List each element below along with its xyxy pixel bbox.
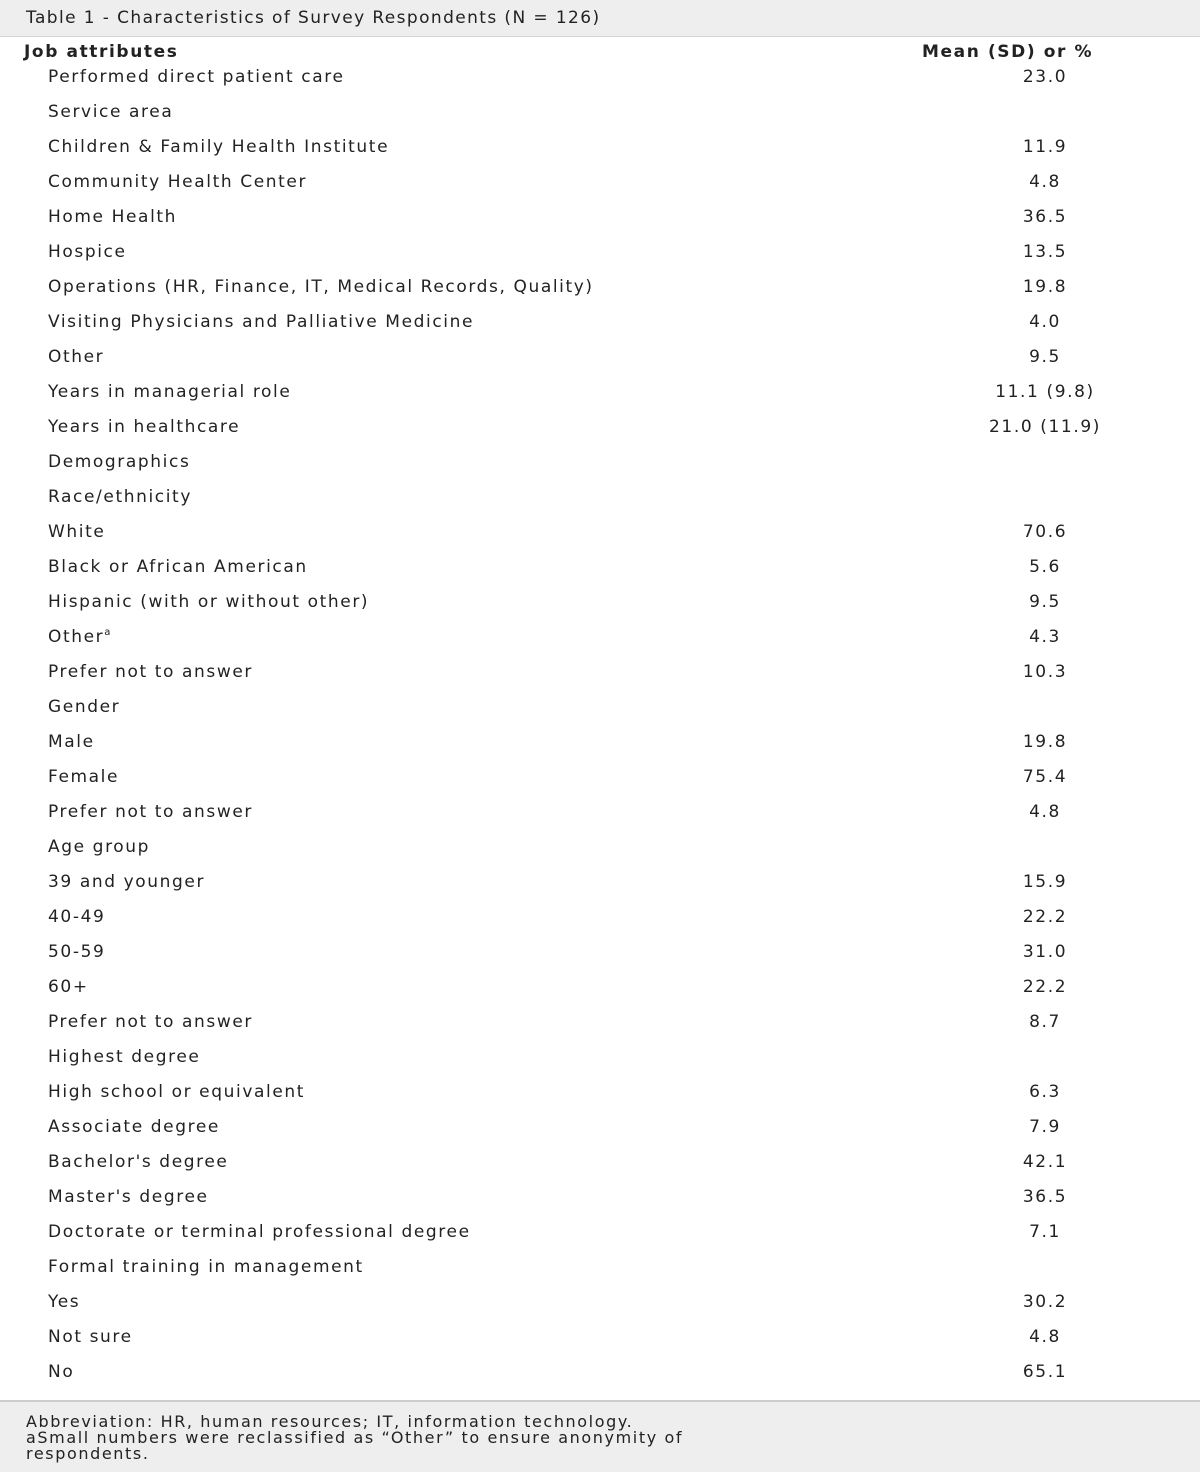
row-value: 7.9 [1029, 1117, 1061, 1137]
row-label-text: 60+ [48, 977, 89, 997]
table-row [0, 340, 1200, 375]
table-row [0, 1145, 1200, 1180]
table-row [0, 655, 1200, 690]
row-label-text: Race/ethnicity [48, 487, 192, 507]
row-label [48, 417, 240, 437]
row-label [48, 172, 307, 192]
row-label [48, 1047, 200, 1067]
row-value: 19.8 [1022, 732, 1068, 752]
row-label-text: Performed direct patient care [48, 67, 345, 87]
table-footnote [0, 1400, 1200, 1472]
row-label-text: Male [48, 732, 95, 752]
row-value: 11.1 (9.8) [995, 382, 1095, 402]
table-row [0, 200, 1200, 235]
row-label [48, 907, 105, 927]
row-value: 42.1 [1022, 1152, 1068, 1172]
row-label [48, 487, 192, 507]
row-label-text: Doctorate or terminal professional degree [48, 1222, 471, 1242]
table-row [0, 550, 1200, 585]
table-caption-bar [0, 0, 1200, 37]
row-value: 19.8 [1022, 277, 1068, 297]
row-label-text: Home Health [48, 207, 178, 227]
table-row [0, 830, 1200, 865]
row-label [48, 1327, 133, 1347]
row-label [48, 67, 345, 87]
table-caption: Table 1 - Characteristics of Survey Respondents (N = 126) [26, 8, 601, 28]
row-label-text: 50-59 [48, 942, 106, 962]
column-header-job-attributes: Job attributes [24, 42, 179, 62]
row-value: 70.6 [1022, 522, 1068, 542]
table-row [0, 410, 1200, 445]
table-body [0, 60, 1200, 1390]
row-label [48, 662, 253, 682]
table-row [0, 1215, 1200, 1250]
row-value: 30.2 [1022, 1292, 1068, 1312]
footnote-marker: a [104, 627, 111, 638]
row-label [48, 1117, 220, 1137]
table-row [0, 690, 1200, 725]
row-label [48, 522, 105, 542]
table-row [0, 60, 1200, 95]
row-value: 8.7 [1029, 1012, 1061, 1032]
row-label [48, 977, 89, 997]
row-value: 9.5 [1029, 592, 1061, 612]
row-value: 13.5 [1022, 242, 1068, 262]
table-row [0, 1005, 1200, 1040]
row-value: 31.0 [1022, 942, 1068, 962]
row-label [48, 1222, 471, 1242]
row-label-text: Not sure [48, 1327, 133, 1347]
table-row [0, 1180, 1200, 1215]
table-row [0, 725, 1200, 760]
row-label-text: Highest degree [48, 1047, 201, 1067]
row-value: 5.6 [1029, 557, 1061, 577]
row-label [48, 1012, 253, 1032]
table-row [0, 970, 1200, 1005]
row-label [48, 697, 120, 717]
table-row [0, 130, 1200, 165]
row-value: 11.9 [1022, 137, 1068, 157]
table-row [0, 95, 1200, 130]
row-value: 36.5 [1022, 207, 1068, 227]
row-label-text: Service area [48, 102, 174, 122]
row-label [48, 1152, 228, 1172]
table-row [0, 1320, 1200, 1355]
row-value: 23.0 [1022, 67, 1068, 87]
table-row [0, 1250, 1200, 1285]
row-value: 10.3 [1022, 662, 1068, 682]
row-value: 75.4 [1022, 767, 1068, 787]
row-label-text: Black or African American [48, 557, 308, 577]
row-label-text: High school or equivalent [48, 1082, 306, 1102]
table-row [0, 795, 1200, 830]
row-value: 4.3 [1029, 627, 1061, 647]
row-value: 4.8 [1029, 802, 1061, 822]
row-label-text: Prefer not to answer [48, 802, 253, 822]
table-row [0, 1355, 1200, 1390]
row-label-text: Other [48, 347, 105, 367]
row-label [48, 592, 369, 612]
row-label [48, 627, 110, 647]
row-value: 4.8 [1029, 1327, 1061, 1347]
row-label-text: Prefer not to answer [48, 662, 253, 682]
row-label-text: Age group [48, 837, 151, 857]
table-row [0, 480, 1200, 515]
row-label-text: Operations (HR, Finance, IT, Medical Records, Quality) [48, 277, 594, 297]
table-row [0, 515, 1200, 550]
table-row [0, 935, 1200, 970]
row-value: 4.8 [1029, 172, 1061, 192]
row-label-text: Female [48, 767, 120, 787]
row-label [48, 732, 95, 752]
row-label [48, 102, 173, 122]
row-label [48, 767, 119, 787]
column-header-mean-sd: Mean (SD) or % [922, 42, 1094, 62]
row-label-text: Yes [48, 1292, 81, 1312]
row-label-text: Prefer not to answer [48, 1012, 253, 1032]
table-row [0, 620, 1200, 655]
row-label-text: No [48, 1362, 75, 1382]
table-row [0, 865, 1200, 900]
table-row [0, 235, 1200, 270]
row-label-text: Community Health Center [48, 172, 308, 192]
row-label-text: Demographics [48, 452, 191, 472]
row-label [48, 942, 105, 962]
table-row [0, 1285, 1200, 1320]
row-label [48, 207, 177, 227]
row-value: 9.5 [1029, 347, 1061, 367]
row-value: 22.2 [1022, 907, 1068, 927]
row-label [48, 1082, 305, 1102]
table-row [0, 165, 1200, 200]
row-value: 22.2 [1022, 977, 1068, 997]
row-label-text: 39 and younger [48, 872, 206, 892]
row-label [48, 1187, 209, 1207]
row-label [48, 312, 474, 332]
table-row [0, 1075, 1200, 1110]
table-row [0, 900, 1200, 935]
row-label [48, 1362, 74, 1382]
table-row [0, 1040, 1200, 1075]
row-label [48, 382, 291, 402]
row-value: 4.0 [1029, 312, 1061, 332]
row-label-text: Master's degree [48, 1187, 209, 1207]
row-label-text: Years in healthcare [48, 417, 241, 437]
row-label [48, 837, 150, 857]
row-label [48, 557, 308, 577]
row-value: 15.9 [1022, 872, 1068, 892]
row-label [48, 137, 389, 157]
table-row [0, 375, 1200, 410]
row-label-text: Gender [48, 697, 121, 717]
footnote-abbreviation: Abbreviation: HR, human resources; IT, information technology. [26, 1412, 634, 1431]
row-label-text: White [48, 522, 106, 542]
row-label-text: Years in managerial role [48, 382, 292, 402]
row-label-text: Formal training in management [48, 1257, 364, 1277]
row-label [48, 1257, 364, 1277]
row-label-text: Hospice [48, 242, 127, 262]
row-label-text: Hispanic (with or without other) [48, 592, 370, 612]
row-label [48, 277, 594, 297]
row-value: 65.1 [1022, 1362, 1068, 1382]
row-label [48, 452, 190, 472]
row-label [48, 347, 104, 367]
row-label [48, 802, 253, 822]
row-label [48, 1292, 80, 1312]
row-label-text: 40-49 [48, 907, 106, 927]
table-row [0, 305, 1200, 340]
table-row [0, 270, 1200, 305]
footnote-small-numbers: aSmall numbers were reclassified as “Other” to ensure anonymity of [26, 1428, 684, 1447]
footnote-small-numbers-cont: respondents. [26, 1444, 150, 1463]
row-label-text: Bachelor's degree [48, 1152, 229, 1172]
row-label-text: Children & Family Health Institute [48, 137, 390, 157]
row-value: 7.1 [1029, 1222, 1061, 1242]
row-value: 36.5 [1022, 1187, 1068, 1207]
row-label-text: Associate degree [48, 1117, 220, 1137]
row-label-text: Visiting Physicians and Palliative Medicine [48, 312, 475, 332]
row-value: 6.3 [1029, 1082, 1061, 1102]
row-value: 21.0 (11.9) [989, 417, 1101, 437]
table-row [0, 760, 1200, 795]
table-row [0, 585, 1200, 620]
row-label-text: Other [48, 627, 105, 647]
row-label [48, 872, 205, 892]
table-row [0, 1110, 1200, 1145]
table-row [0, 445, 1200, 480]
row-label [48, 242, 127, 262]
